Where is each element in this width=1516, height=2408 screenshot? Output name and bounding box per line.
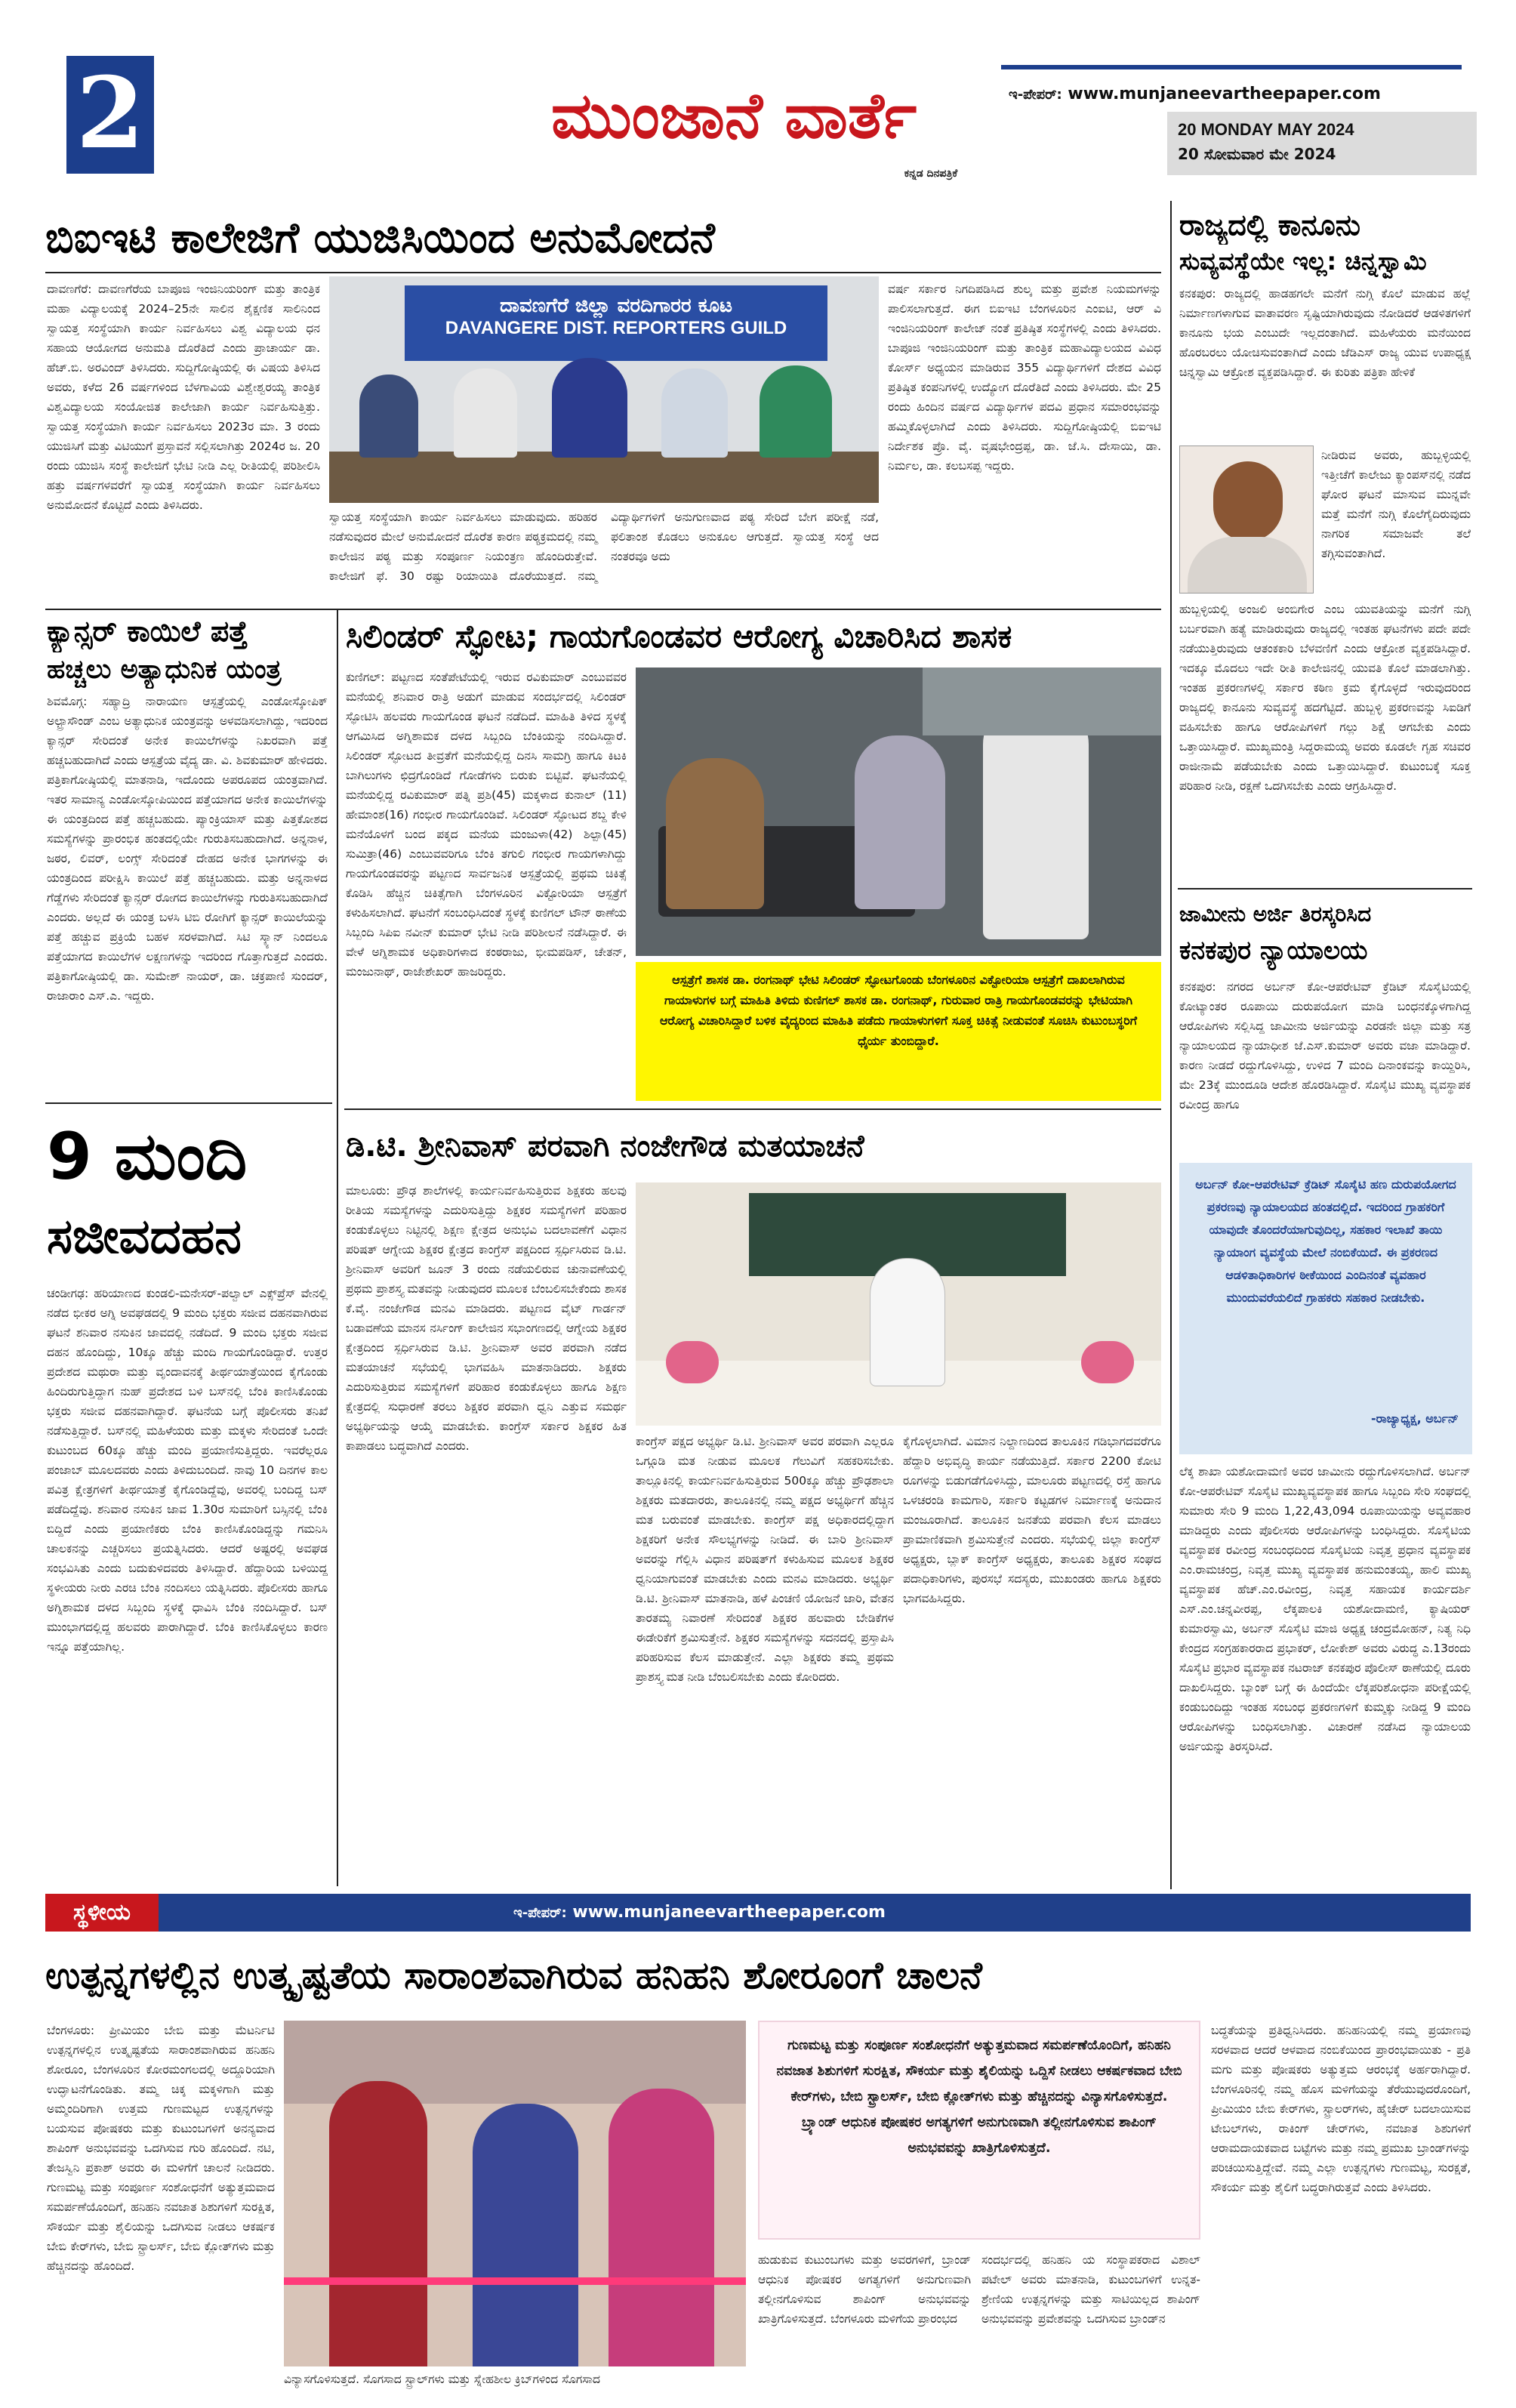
guest: [473, 2104, 578, 2366]
story8-col4: ಸಂದರ್ಭದಲ್ಲಿ ಹನಿಹನಿ ಯ ಸಂಸ್ಥಾಪಕರಾದ ವಿಶಾಲ್ ಪಟೇಲ್ ಅವರು ಮಾತನಾಡಿ, ಕುಟುಂಬಗಳಿಗೆ ಉನ್ನತ-ಶ್ರೇಣಿಯ ಉತ್ಪನ್ನಗಳನ್ನು ಮತ್ತು ಸಾಟಿಯಿಲ್ಲದ ಶಾಪಿಂಗ್ ಅನುಭವವನ್ನು ಪ್ರವೇಶವನ್ನು ಒದಗಿಸುವ ಬ್ರಾಂಡ್‌ನ: [981, 2253, 1200, 2326]
story5-quote: ಅರ್ಬನ್ ಕೋ-ಆಪರೇಟಿವ್ ಕ್ರೆಡಿಟ್ ಸೊಸೈಟಿ ಹಣ ದುರುಪಯೋಗದ ಪ್ರಕರಣವು ನ್ಯಾಯಾಲಯದ ಹಂತದಲ್ಲಿದೆ. ಇದರಿಂದ ಗ್ರಾಹಕರಿಗೆ ಯಾವುದೇ ತೊಂದರೆಯಾಗುವುದಿಲ್ಲ, ಸಹಕಾರ ಇಲಾಖೆ ತಾಯಿ ನ್ಯಾಯಾಂಗ ವ್ಯವಸ್ಥೆಯ ಮೇಲೆ ನಂಬಿಕೆಯಿದೆ. ಈ ಪ್ರಕರಣದ ಆಡಳಿತಾಧಿಕಾರಿಗಳ ಠೀಕೆಯಿಂದ ಎಂದಿನಂತೆ ವ್ಯವಹಾರ ಮುಂದುವರೆಯಲಿದೆ ಗ್ರಾಹಕರು ಸಹಕಾರ ನೀಡಬೇಕು.: [1195, 1177, 1456, 1305]
masthead: [0, 0, 1516, 204]
strip-epaper-label: ಇ-ಪೇಪರ್:: [513, 1905, 567, 1921]
person: [552, 358, 627, 458]
person: [454, 368, 517, 458]
story2-headline-1: ರಾಜ್ಯದಲ್ಲಿ ಕಾನೂನು: [1179, 208, 1360, 242]
flower-decoration: [1081, 1341, 1134, 1383]
story7-photo: [636, 1182, 1161, 1426]
story8-photo: [284, 2021, 746, 2366]
section-label: ಸ್ಥಳೀಯ: [72, 1899, 131, 1925]
masthead-date-box: [1167, 112, 1477, 175]
person: [760, 365, 832, 458]
banner-line2: DAVANGERE DIST. REPORTERS GUILD: [445, 318, 787, 338]
divider: [45, 272, 1161, 273]
divider: [1178, 888, 1472, 890]
date-english: 20 MONDAY MAY 2024: [1178, 120, 1354, 139]
story1-below-photo: ಸ್ವಾಯತ್ತ ಸಂಸ್ಥೆಯಾಗಿ ಕಾರ್ಯ ನಿರ್ವಹಿಸಲು ಮಾಡುವುದು. ಹರಿಹರ ನಡೆಸುವುದರ ಮೇಲೆ ಅನುಮೋದನೆ ದೊರೆತ ಕಾರಣ ಪಠ್ಯಕ್ರಮದಲ್ಲಿ ನಮ್ಮ ಕಾಲೇಜಿನ ಪಠ್ಯ ಮತ್ತು ಸಂಪೂರ್ಣ ನಿಯಂತ್ರಣ ಹೊಂದಿರುತ್ತೇವೆ. ಕಾಲೇಜಿಗೆ ಫೆ. 30 ರಷ್ಟು ರಿಯಾಯಿತಿ ದೊರೆಯುತ್ತದೆ. ನಮ್ಮ ವಿದ್ಯಾರ್ಥಿಗಳಿಗೆ ಅನುಗುಣವಾದ ಪಠ್ಯ ಸೇರಿದೆ ಬೇಗ ಪರೀಕ್ಷೆ ನಡೆ, ಫಲಿತಾಂಶ ಕೊಡಲು ಅನುಕೂಲ ಆಗುತ್ತದೆ. ಸ್ವಾಯತ್ತ ಸಂಸ್ಥೆ ಆದ ನಂತರವೂ ಅದು: [329, 510, 879, 583]
story5-quote-box: [1179, 1163, 1472, 1454]
person: [359, 375, 418, 458]
story3-headline-1: ಕ್ಯಾನ್ಸರ್ ಕಾಯಿಲೆ ಪತ್ತೆ: [47, 615, 248, 648]
story6-body: ಚಂಡೀಗಢ: ಹರಿಯಾಣದ ಕುಂಡಲಿ-ಮನೇಸರ್-ಪಲ್ವಾಲ್ ಎಕ್ಸ್‌ಪ್ರೆಸ್ ವೇನಲ್ಲಿ ನಡೆದ ಭೀಕರ ಅಗ್ನಿ ಅವಘಡದಲ್ಲಿ 9 ಮಂದಿ ಭಕ್ತರು ಸಜೀವ ದಹನವಾಗಿರುವ ಘಟನೆ ಶನಿವಾರ ನಸುಕಿನ ಜಾವದಲ್ಲಿ ನಡೆದಿದೆ. 9 ಮಂದಿ ಭಕ್ತರು ಸಜೀವ ದಹನ ಹೊಂದಿದ್ದು, 10ಕ್ಕೂ ಹೆಚ್ಚು ಮಂದಿ ಗಾಯಗೊಂಡಿದ್ದಾರೆ. ಉತ್ತರ ಪ್ರದೇಶದ ಮಥುರಾ ಮತ್ತು ವೃಂದಾವನಕ್ಕೆ ತೀರ್ಥಯಾತ್ರೆಯಿಂದ ಕೈಗೊಂಡು ಹಿಂದಿರುಗುತ್ತಿದ್ದಾಗ ನುಹ್ ಪ್ರದೇಶದ ಬಳಿ ಬಸ್‌ನಲ್ಲಿ ಬೆಂಕಿ ಕಾಣಿಸಿಕೊಂಡು ಭಕ್ತರು ಸಜೀವ ದಹನವಾಗಿದ್ದಾರೆ. ಘಟನೆಯ ಬಗ್ಗೆ ಪೊಲೀಸರು ತನಿಖೆ ನಡೆಸುತ್ತಿದ್ದಾರೆ. ಬಸ್‌ನಲ್ಲಿ ಮಹಿಳೆಯರು ಮತ್ತು ಮಕ್ಕಳು ಸೇರಿದಂತೆ ಒಂದೇ ಕುಟುಂಬದ 60ಕ್ಕೂ ಹೆಚ್ಚು ಮಂದಿ ಪ್ರಯಾಣಿಸುತ್ತಿದ್ದರು. ಇವರೆಲ್ಲರೂ ಪಂಜಾಬ್ ಮೂಲದವರು ಎಂದು ತಿಳಿದುಬಂದಿದೆ. ನಾವು 10 ದಿನಗಳ ಕಾಲ ಪವಿತ್ರ ಕ್ಷೇತ್ರಗಳಿಗೆ ತೀರ್ಥಯಾತ್ರೆ ಕೈಗೊಂಡಿದ್ದೆವು, ಅವರಲ್ಲಿ ಬಂದಿದ್ದ ಬಸ್ ಪಡೆದಿದ್ದೆವು. ಶನಿವಾರ ನಸುಕಿನ ಜಾವ 1.30ರ ಸುಮಾರಿಗೆ ಬಸ್ಸಿನಲ್ಲಿ ಬೆಂಕಿ ಬಿದ್ದಿದೆ ಎಂದು ಪ್ರಯಾಣಿಕರು ಬೆಂಕಿ ಕಾಣಿಸಿಕೊಂಡಿದ್ದನ್ನು ಗಮನಿಸಿ ಚಾಲಕನನ್ನು ಎಚ್ಚರಿಸಲು ಪ್ರಯತ್ನಿಸಿದರು. ಆದರೆ ಅಷ್ಟರಲ್ಲಿ ಅವಘಡ ಸಂಭವಿಸಿತು ಎಂದು ಬದುಕುಳಿದವರು ತಿಳಿಸಿದ್ದಾರೆ. ಹೆದ್ದಾರಿಯ ಬಳಿಯಿದ್ದ ಸ್ಥಳೀಯರು ನೀರು ಎರಚಿ ಬೆಂಕಿ ನಂದಿಸಲು ಯತ್ನಿಸಿದರು. ಪೊಲೀಸರು ಹಾಗೂ ಅಗ್ನಿಶಾಮಕ ದಳದ ಸಿಬ್ಬಂದಿ ಸ್ಥಳಕ್ಕೆ ಧಾವಿಸಿ ಬೆಂಕಿ ನಂದಿಸಿದ್ದಾರೆ. ಬಸ್ ಮುಂಭಾಗದಲ್ಲಿದ್ದ ಹಲವರು ಪಾರಾಗಿದ್ದಾರೆ. ಬೆಂಕಿ ಕಾಣಿಸಿಕೊಳ್ಳಲು ಕಾರಣ ಇನ್ನೂ ಪತ್ತೆಯಾಗಿಲ್ಲ.: [47, 1287, 328, 1654]
story6-headline-1: 9 ಮಂದಿ: [47, 1119, 248, 1195]
story4-caption: ಆಸ್ಪತ್ರೆಗೆ ಶಾಸಕ ಡಾ. ರಂಗನಾಥ್ ಭೇಟಿ ಸಿಲಿಂಡರ್ ಸ್ಫೋಟಗೊಂಡು ಬೆಂಗಳೂರಿನ ವಿಕ್ಟೋರಿಯಾ ಆಸ್ಪತ್ರೆಗೆ ದಾಖಲಾಗಿರುವ ಗಾಯಾಳುಗಳ ಬಗ್ಗೆ ಮಾಹಿತಿ ತಿಳಿದು ಕುಣಿಗಲ್ ಶಾಸಕ ಡಾ. ರಂಗನಾಥ್, ಗುರುವಾರ ರಾತ್ರಿ ಗಾಯಗೊಂಡವರನ್ನು ಭೇಟಿಯಾಗಿ ಆರೋಗ್ಯ ವಿಚಾರಿಸಿದ್ದಾರೆ ಬಳಿಕ ವೈದ್ಯರಿಂದ ಮಾಹಿತಿ ಪಡೆದು ಗಾಯಾಳುಗಳಿಗೆ ಸೂಕ್ತ ಚಿಕಿತ್ಸೆ ನೀಡುವಂತೆ ಸೂಚಿಸಿ ಕುಟುಂಬಸ್ಥರಿಗೆ ಧೈರ್ಯ ತುಂಬಿದ್ದಾರೆ.: [659, 973, 1138, 1048]
strip-epaper-link[interactable]: [513, 1894, 1117, 1932]
strip-epaper-url[interactable]: www.munjaneevartheepaper.com: [572, 1903, 886, 1922]
portrait-head: [1213, 461, 1283, 541]
masthead-top-rule: [1001, 65, 1462, 69]
story1-photo: [329, 276, 879, 503]
story8-highlight: ಗುಣಮಟ್ಟ ಮತ್ತು ಸಂಪೂರ್ಣ ಸಂಶೋಧನೆಗೆ ಅತ್ಯುತ್ತಮವಾದ ಸಮರ್ಪಣೆಯೊಂದಿಗೆ, ಹನಿಹನಿ ನವಜಾತ ಶಿಶುಗಳಿಗೆ ಸುರಕ್ಷಿತ, ಸೌಕರ್ಯ ಮತ್ತು ಶೈಲಿಯನ್ನು ಒದ್ದಿಸೆ ನೀಡಲು ಆಕರ್ಷಕವಾದ ಬೇಬಿ ಕೇರ್‌ಗಳು, ಬೇಬಿ ಸ್ಟ್ರಾಲರ್ಸ್, ಬೇಬಿ ಕ್ಲೋತ್‌ಗಳು ಮತ್ತು ಹೆಚ್ಚಿನದನ್ನು ವಿನ್ಯಾಸಗೊಳಿಸುತ್ತದೆ. ಬ್ರ್ಯಾಂಡ್ ಆಧುನಿಕ ಪೋಷಕರ ಅಗತ್ಯಗಳಿಗೆ ಅನುಗುಣವಾಗಿ ತಲ್ಲೀನಗೊಳಿಸುವ ಶಾಪಿಂಗ್ ಅನುಭವವನ್ನು ಖಾತ್ರಿಗೊಳಿಸುತ್ತದೆ.: [776, 2038, 1182, 2156]
patient: [666, 758, 764, 909]
guest: [609, 2089, 714, 2366]
story4-body: ಕುಣಿಗಲ್: ಪಟ್ಟಣದ ಸಂತೆಪೇಟೆಯಲ್ಲಿ ಇರುವ ರವಿಕುಮಾರ್ ಎಂಬುವವರ ಮನೆಯಲ್ಲಿ ಶನಿವಾರ ರಾತ್ರಿ ಅಡುಗೆ ಮಾಡುವ ಸಂದರ್ಭದಲ್ಲಿ ಸಿಲಿಂಡರ್ ಸ್ಫೋಟಿಸಿ ಹಲವರು ಗಾಯಗೊಂಡ ಘಟನೆ ನಡೆದಿದೆ. ಮಾಹಿತಿ ತಿಳಿದ ಸ್ಥಳಕ್ಕೆ ಆಗಮಿಸಿದ ಅಗ್ನಿಶಾಮಕ ದಳದ ಸಿಬ್ಬಂದಿ ಬೆಂಕಿಯನ್ನು ನಂದಿಸಿದ್ದಾರೆ. ಸಿಲಿಂಡರ್ ಸ್ಫೋಟದ ತೀವ್ರತೆಗೆ ಮನೆಯಲ್ಲಿದ್ದ ದಿನಸಿ ಸಾಮಗ್ರಿ ಹಾಗೂ ಕಿಟಕಿ ಬಾಗಿಲುಗಳು ಛಿದ್ರಗೊಂಡಿದೆ ಗೋಡೆಗಳು ಬಿರುಕು ಬಿಟ್ಟಿವೆ. ಘಟನೆಯಲ್ಲಿ ಮನೆಯಲ್ಲಿದ್ದ ರವಿಕುಮಾರ್ ಪತ್ನಿ ಪ್ರಶಿ(45) ಮಕ್ಕಳಾದ ಕುನಾಲ್ (11) ಹೇಮಾಂಶ(16) ಗಂಭೀರ ಗಾಯಗೊಂಡಿವೆ. ಸಿಲಿಂಡರ್ ಸ್ಫೋಟದ ಶಬ್ದ ಕೇಳಿ ಮನೆಯೊಳಗೆ ಬಂದ ಪಕ್ಕದ ಮನೆಯ ಮಂಜುಳಾ(42) ಶಿಲ್ಪಾ(45) ಸುಮಿತ್ರಾ(46) ಎಂಬುವವರಿಗೂ ಬೆಂಕಿ ತಗುಲಿ ಗಂಭೀರ ಗಾಯಗಳಾಗಿದ್ದು ಗಾಯಗೊಂಡವರನ್ನು ಪಟ್ಟಣದ ಸಾರ್ವಜನಿಕ ಆಸ್ಪತ್ರೆಯಲ್ಲಿ ಪ್ರಥಮ ಚಿಕಿತ್ಸೆ ಕೊಡಿಸಿ ಹೆಚ್ಚಿನ ಚಿಕಿತ್ಸೆಗಾಗಿ ಬೆಂಗಳೂರಿನ ವಿಕ್ಟೋರಿಯಾ ಆಸ್ಪತ್ರೆಗೆ ಕಳುಹಿಸಲಾಗಿದೆ. ಘಟನೆಗೆ ಸಂಬಂಧಿಸಿದಂತೆ ಸ್ಥಳಕ್ಕೆ ಕುಣಿಗಲ್ ಟೌನ್ ಠಾಣೆಯ ಸಿಬ್ಬಂದಿ ಸಿಪಿಐ ನವೀನ್ ಕುಮಾರ್ ಭೇಟಿ ನೀಡಿ ಪರಿಶೀಲನೆ ನಡೆಸಿದ್ದಾರೆ. ಈ ವೇಳೆ ಅಗ್ನಿಶಾಮಕ ಅಧಿಕಾರಿಗಳಾದ ಕಂಠರಾಜು, ಭೀಮಪಡಿಸ್, ಚೇತನ್, ಮಂಜುನಾಥ್, ರಾಜೇಶೇಖರ್ ಹಾಜರಿದ್ದರು.: [346, 671, 627, 979]
story2-beside-photo: ನೀಡಿರುವ ಅವರು, ಹುಬ್ಬಳ್ಳಿಯಲ್ಲಿ ಇತ್ತೀಚೆಗೆ ಕಾಲೇಜು ಕ್ಯಾಂಪಸ್‌ನಲ್ಲಿ ನಡೆದ ಘೋರ ಘಟನೆ ಮಾಸುವ ಮುನ್ನವೇ ಮತ್ತೆ ಮನೆಗೆ ನುಗ್ಗಿ ಕೊಲೆಗೈದಿರುವುದು ನಾಗರಿಕ ಸಮಾಜವೇ ತಲೆ ತಗ್ಗಿಸುವಂತಾಗಿದೆ.: [1321, 449, 1471, 560]
story4-caption-box: [636, 962, 1161, 1101]
date-kannada: 20 ಸೋಮವಾರ ಮೇ 2024: [1178, 145, 1336, 163]
banner: [405, 285, 827, 361]
brand-logo: [551, 74, 1019, 165]
story2-headline-2: ಸುವ್ಯವಸ್ಥೆಯೇ ಇಲ್ಲ: ಚಿನ್ನಸ್ವಾಮಿ: [1179, 247, 1427, 276]
brand-tagline: ಕನ್ನಡ ದಿನಪತ್ರಿಕೆ: [904, 168, 958, 180]
story8-photo-caption: ವಿನ್ಯಾಸಗೊಳಿಸುತ್ತದೆ. ಸೊಗಸಾದ ಸ್ಟ್ರಾಲ್‌ಗಳು ಮತ್ತು ಸ್ನೇಹಶೀಲ ಕ್ರಿಬ್‌ಗಳಿಂದ ಸೊಗಸಾದ: [284, 2373, 600, 2386]
story6-headline-2: ಸಜೀವದಹನ: [47, 1209, 242, 1265]
story8-col1: ಬೆಂಗಳೂರು: ಪ್ರೀಮಿಯಂ ಬೇಬಿ ಮತ್ತು ಮೆಟರ್ನಿಟಿ ಉತ್ಪನ್ನಗಳಲ್ಲಿನ ಉತ್ಕೃಷ್ಟತೆಯ ಸಾರಾಂಶವಾಗಿರುವ ಹನಿಹನಿ ಶೋರೂಂ, ಬೆಂಗಳೂರಿನ ಕೋರಮಂಗಲದಲ್ಲಿ ಅದ್ದೂರಿಯಾಗಿ ಉದ್ಘಾಟನೆಗೊಂಡಿತು. ತಮ್ಮ ಚಿಕ್ಕ ಮಕ್ಕಳಿಗಾಗಿ ಮತ್ತು ಅಮ್ಮಂದಿರಿಗಾಗಿ ಉತ್ತಮ ಗುಣಮಟ್ಟದ ಉತ್ಪನ್ನಗಳನ್ನು ಬಯಸುವ ಪೋಷಕರು ಮತ್ತು ಕುಟುಂಬಗಳಿಗೆ ಅನನ್ಯವಾದ ಶಾಪಿಂಗ್ ಅನುಭವವನ್ನು ಒದಗಿಸುವ ಗುರಿ ಹೊಂದಿದೆ. ನಟಿ, ತೇಜಸ್ವಿನಿ ಪ್ರಕಾಶ್ ಅವರು ಈ ಮಳಿಗೆಗೆ ಚಾಲನೆ ನೀಡಿದರು. ಗುಣಮಟ್ಟ ಮತ್ತು ಸಂಪೂರ್ಣ ಸಂಶೋಧನೆಗೆ ಅತ್ಯುತ್ತಮವಾದ ಸಮರ್ಪಣೆಯೊಂದಿಗೆ, ಹನಿಹನಿ ನವಜಾತ ಶಿಶುಗಳಿಗೆ ಸುರಕ್ಷಿತ, ಸೌಕರ್ಯ ಮತ್ತು ಶೈಲಿಯನ್ನು ಒದಗಿಸುವ ನೀಡಲು ಆಕರ್ಷಕ ಬೇಬಿ ಕೇರ್‌ಗಳು, ಬೇಬಿ ಸ್ಟ್ರಾಲರ್ಸ್, ಬೇಬಿ ಕ್ಲೋತ್‌ಗಳು ಮತ್ತು ಹೆಚ್ಚಿನದನ್ನು ಹೊಂದಿದೆ.: [47, 2024, 275, 2273]
story5-continued: ಲೆಕ್ಕ ಶಾಖಾ ಯಶೋದಾಮಣಿ ಅವರ ಜಾಮೀನು ರದ್ದುಗೊಳಿಸಲಾಗಿದೆ. ಅರ್ಬನ್ ಕೋ-ಆಪರೇಟಿವ್ ಸೊಸೈಟಿ ಮುಖ್ಯವ್ಯವಸ್ಥಾಪಕ ಹಾಗೂ ಸಿಬ್ಬಂದಿ ಸೇರಿ ಸಂಘದಲ್ಲಿ ಸುಮಾರು ಸೇರಿ 9 ಮಂದಿ 1,22,43,094 ರೂಪಾಯಿಯನ್ನು ಅವ್ಯವಹಾರ ಮಾಡಿದ್ದರು ಎಂದು ಪೊಲೀಸರು ಆರೋಪಿಗಳನ್ನು ಬಂಧಿಸಿದ್ದರು. ಸೊಸೈಟಿಯ ವ್ಯವಸ್ಥಾಪಕ ರವೀಂದ್ರ ಸಂಬಂಧದಿಂದ ಸೊಸೈಟಿಯ ನಿವೃತ್ತ ಪ್ರಧಾನ ವ್ಯವಸ್ಥಾಪಕ ಎಂ.ರಾಮಚಂದ್ರ, ನಿವೃತ್ತ ಮುಖ್ಯ ವ್ಯವಸ್ಥಾಪಕ ಹನುಮಂತಯ್ಯ, ಹಾಲಿ ಮುಖ್ಯ ವ್ಯವಸ್ಥಾಪಕ ಹೆಚ್.ಎಂ.ರವೀಂದ್ರ, ನಿವೃತ್ತ ಸಹಾಯಕ ಕಾರ್ಯದರ್ಶಿ ಎಸ್.ಎಂ.ಚನ್ನವೀರಪ್ಪ, ಲೆಕ್ಕಪಾಲಕಿ ಯಶೋದಾಮಣಿ, ಕ್ಯಾಷಿಯರ್ ಕುಮಾರಸ್ವಾಮಿ, ಅರ್ಬನ್ ಸೊಸೈಟಿ ಮಾಜಿ ಅಧ್ಯಕ್ಷ ಚಂದ್ರಮೋಹನ್, ನಿತ್ಯ ನಿಧಿ ಕೇಂದ್ರದ ಸಂಗ್ರಹಕಾರರಾದ ಪ್ರಭಾಕರ್, ಲೋಕೇಶ್ ಅವರು ವಿರುದ್ಧ ಎ.13ರಂದು ಸೊಸೈಟಿ ಪ್ರಭಾರ ವ್ಯವಸ್ಥಾಪಕ ನಟರಾಜ್ ಕನಕಪುರ ಪೊಲೀಸ್ ಠಾಣೆಯಲ್ಲಿ ದೂರು ದಾಖಲಿಸಿದ್ದರು. ಬ್ಯಾಂಕ್ ಬಗ್ಗೆ ಈ ಹಿಂದೆಯೇ ಲೆಕ್ಕಪರಿಶೋಧನಾ ಪರೀಕ್ಷೆಯಲ್ಲಿ ಕಂಡುಬಂದಿದ್ದು ಇಂತಹ ಸಂಬಂಧ ಪ್ರಕರಣಗಳಿಗೆ ಕುಮ್ಮಕ್ಕು ನೀಡಿದ್ದ 9 ಮಂದಿ ಆರೋಪಿಗಳನ್ನು ಬಂಧಿಸಲಾಗಿತ್ತು. ವಿಚಾರಣೆ ನಡೆಸಿದ ನ್ಯಾಯಾಲಯ ಅರ್ಜಿಯನ್ನು ತಿರಸ್ಕರಿಸಿದೆ.: [1179, 1465, 1471, 1753]
story3-headline-2: ಹಚ್ಚಲು ಅತ್ಯಾಧುನಿಕ ಯಂತ್ರ: [47, 655, 282, 685]
divider: [1170, 201, 1172, 1889]
divider: [337, 610, 338, 1886]
person: [661, 368, 728, 458]
epaper-link[interactable]: [1009, 85, 1477, 107]
story5-headline-1: ಜಾಮೀನು ಅರ್ಜಿ ತಿರಸ್ಕರಿಸಿದ: [1179, 902, 1372, 927]
flower-decoration: [666, 1341, 719, 1383]
story2-portrait: [1179, 446, 1314, 594]
story7-headline: ಡಿ.ಟಿ. ಶ್ರೀನಿವಾಸ್ ಪರವಾಗಿ ನಂಜೇಗೌಡ ಮತಯಾಚನೆ: [346, 1129, 864, 1164]
divider: [344, 1108, 1161, 1110]
story4-headline: ಸಿಲಿಂಡರ್ ಸ್ಫೋಟ; ಗಾಯಗೊಂಡವರ ಆರೋಗ್ಯ ವಿಚಾರಿಸಿದ ಶಾಸಕ: [346, 618, 1012, 655]
local-section-strip: [45, 1894, 1471, 1932]
story1-headline: ಬಿಐಇಟಿ ಕಾಲೇಜಿಗೆ ಯುಜಿಸಿಯಿಂದ ಅನುಮೋದನೆ: [45, 214, 715, 263]
story7-col2: ಕಾಂಗ್ರೆಸ್ ಪಕ್ಷದ ಅಭ್ಯರ್ಥಿ ಡಿ.ಟಿ. ಶ್ರೀನಿವಾಸ್ ಅವರ ಪರವಾಗಿ ಎಲ್ಲರೂ ಒಗ್ಗೂಡಿ ಮತ ನೀಡುವ ಮೂಲಕ ಗೆಲುವಿಗೆ ಸಹಕರಿಸಬೇಕು. ತಾಲ್ಲೂಕಿನಲ್ಲಿ ಕಾರ್ಯನಿರ್ವಹಿಸುತ್ತಿರುವ 500ಕ್ಕೂ ಹೆಚ್ಚು ಪ್ರೌಢಶಾಲಾ ಶಿಕ್ಷಕರು ಮತದಾರರು, ತಾಲೂಕಿನಲ್ಲಿ ನಮ್ಮ ಪಕ್ಷದ ಅಭ್ಯರ್ಥಿಗೆ ಹೆಚ್ಚಿನ ಮತ ಬರುವಂತೆ ಮಾಡಬೇಕು. ಕಾಂಗ್ರೆಸ್ ಪಕ್ಷ ಅಧಿಕಾರದಲ್ಲಿದ್ದಾಗ ಶಿಕ್ಷಕರಿಗೆ ಅನೇಕ ಸೌಲಭ್ಯಗಳನ್ನು ನೀಡಿದೆ. ಈ ಬಾರಿ ಶ್ರೀನಿವಾಸ್ ಅವರನ್ನು ಗೆಲ್ಲಿಸಿ ವಿಧಾನ ಪರಿಷತ್‌ಗೆ ಕಳುಹಿಸುವ ಮೂಲಕ ಶಿಕ್ಷಕರ ಧ್ವನಿಯಾಗುವಂತೆ ಮಾಡಬೇಕು ಎಂದು ಮನವಿ ಮಾಡಿದರು. ಅಭ್ಯರ್ಥಿ ಡಿ.ಟಿ. ಶ್ರೀನಿವಾಸ್ ಮಾತನಾಡಿ, ಹಳೆ ಪಿಂಚಣಿ ಯೋಜನೆ ಜಾರಿ, ವೇತನ ತಾರತಮ್ಯ ನಿವಾರಣೆ ಸೇರಿದಂತೆ ಶಿಕ್ಷಕರ ಹಲವಾರು ಬೇಡಿಕೆಗಳ ಈಡೇರಿಕೆಗೆ ಶ್ರಮಿಸುತ್ತೇನೆ. ಶಿಕ್ಷಕರ ಸಮಸ್ಯೆಗಳನ್ನು ಸದನದಲ್ಲಿ ಪ್ರಸ್ತಾಪಿಸಿ ಪರಿಹರಿಸುವ ಕೆಲಸ ಮಾಡುತ್ತೇನೆ. ಎಲ್ಲಾ ಶಿಕ್ಷಕರು ತಮ್ಮ ಪ್ರಥಮ ಪ್ರಾಶಸ್ತ್ಯ ಮತ ನೀಡಿ ಬೆಂಬಲಿಸಬೇಕು ಎಂದು ಕೋರಿದರು.: [636, 1435, 894, 1684]
story1-col-right: ವರ್ಷ ಸರ್ಕಾರ ನಿಗದಿಪಡಿಸಿದ ಶುಲ್ಕ ಮತ್ತು ಪ್ರವೇಶ ನಿಯಮಗಳನ್ನು ಪಾಲಿಸಲಾಗುತ್ತದೆ. ಈಗ ಬಿಐಇಟಿ ಬೆಂಗಳೂರಿನ ಎಂಐಟಿ, ಆರ್ ವಿ ಇಂಜಿನಿಯರಿಂಗ್ ಕಾಲೇಜ್ ನಂತೆ ಪ್ರತಿಷ್ಠಿತ ಸಂಸ್ಥೆಗಳಲ್ಲಿ ಎಂದು ತಿಳಿಸಿದರು. ಬಾಪೂಜಿ ಇಂಜಿನಿಯರಿಂಗ್ ಮತ್ತು ತಾಂತ್ರಿಕ ಮಹಾವಿದ್ಯಾಲಯದ ವಿವಿಧ ಕೋರ್ಸ್ ಅಧ್ಯಯನ ಮಾಡಿರುವ 355 ವಿದ್ಯಾರ್ಥಿಗಳಿಗೆ ದೇಶದ ವಿವಿಧ ಪ್ರತಿಷ್ಠಿತ ಕಂಪನಿಗಳಲ್ಲಿ ಉದ್ಯೋಗ ದೊರೆತಿದೆ ಎಂದು ತಿಳಿಸಿದರು. ಮೇ 25 ರಂದು ಹಿಂದಿನ ವರ್ಷದ ವಿದ್ಯಾರ್ಥಿಗಳ ಪದವಿ ಪ್ರಧಾನ ಸಮಾರಂಭವನ್ನು ಹಮ್ಮಿಕೊಳ್ಳಲಾಗಿದೆ ಎಂದು ತಿಳಿಸಿದರು. ಸುದ್ದಿಗೋಷ್ಠಿಯಲ್ಲಿ ಬಿಐಇಟಿ ನಿರ್ದೇಶಕ ಪ್ರೊ. ವೈ. ವೃಷಭೇಂದ್ರಪ್ಪ, ಡಾ. ಜೆ.ಸಿ. ದೇಸಾಯಿ, ಡಾ. ನಿರ್ಮಲ, ಡಾ. ಕಲಬಸಪ್ಪ ಇದ್ದರು.: [888, 282, 1161, 473]
epaper-url[interactable]: www.munjaneevartheepaper.com: [1068, 85, 1381, 103]
press-table: [329, 452, 879, 503]
page-number-badge: [66, 56, 154, 174]
story2-rest: ಹುಬ್ಬಳ್ಳಿಯಲ್ಲಿ ಅಂಜಲಿ ಅಂಬಿಗೇರ ಎಂಬ ಯುವತಿಯನ್ನು ಮನೆಗೆ ನುಗ್ಗಿ ಬರ್ಬರವಾಗಿ ಹತ್ಯೆ ಮಾಡಿರುವುದು ರಾಜ್ಯದಲ್ಲಿ ಇಂತಹ ಘಟನೆಗಳು ಪದೇ ಪದೇ ನಡೆಯುತ್ತಿರುವುದು ಆತಂಕಕಾರಿ ಬೆಳವಣಿಗೆ ಎಂದು ಆಕ್ರೋಶ ವ್ಯಕ್ತಪಡಿಸಿದ್ದಾರೆ. ಇದಕ್ಕೂ ಮೊದಲು ಇದೇ ರೀತಿ ಕಾಲೇಜಿನಲ್ಲಿ ಯುವತಿ ಕೊಲೆ ಮಾಡಲಾಗಿತ್ತು. ಇಂತಹ ಪ್ರಕರಣಗಳಲ್ಲಿ ಸರ್ಕಾರ ಕಠಿಣ ಕ್ರಮ ಕೈಗೊಳ್ಳದೆ ಇರುವುದರಿಂದ ರಾಜ್ಯದಲ್ಲಿ ಕಾನೂನು ಸುವ್ಯವಸ್ಥೆ ಹದಗೆಟ್ಟಿದೆ. ಹುಬ್ಬಳ್ಳಿ ಪ್ರಕರಣವನ್ನು ಸಿಐಡಿಗೆ ವಹಿಸಬೇಕು ಹಾಗೂ ಆರೋಪಿಗಳಿಗೆ ಗಲ್ಲು ಶಿಕ್ಷೆ ಆಗಬೇಕು ಎಂದು ಒತ್ತಾಯಿಸಿದ್ದಾರೆ. ಮುಖ್ಯಮಂತ್ರಿ ಸಿದ್ದರಾಮಯ್ಯ ಅವರು ಕೂಡಲೇ ಗೃಹ ಸಚಿವರ ರಾಜೀನಾಮೆ ಪಡೆಯಬೇಕು ಎಂದು ಒತ್ತಾಯಿಸಿದ್ದಾರೆ. ಕುಟುಂಬಕ್ಕೆ ಸೂಕ್ತ ಪರಿಹಾರ ನೀಡಿ, ರಕ್ಷಣೆ ಒದಗಿಸಬೇಕು ಎಂದು ಆಗ್ರಹಿಸಿದ್ದಾರೆ.: [1179, 603, 1471, 793]
divider: [45, 1102, 332, 1104]
section-flag: [45, 1894, 159, 1932]
epaper-label: ಇ-ಪೇಪರ್:: [1009, 87, 1062, 103]
story7-col3: ಕೈಗೊಳ್ಳಲಾಗಿದೆ. ವಿಮಾನ ನಿಲ್ದಾಣದಿಂದ ತಾಲೂಕಿನ ಗಡಿಭಾಗದವರೆಗೂ ಹೆದ್ದಾರಿ ಅಭಿವೃದ್ಧಿ ಕಾರ್ಯ ನಡೆಯುತ್ತಿದೆ. ಸರ್ಕಾರ 2200 ಕೋಟಿ ರೂಗಳನ್ನು ಬಿಡುಗಡೆಗೊಳಿಸಿದ್ದು, ಮಾಲೂರು ಪಟ್ಟಣದಲ್ಲಿ ರಸ್ತೆ ಹಾಗೂ ಒಳಚರಂಡಿ ಕಾಮಗಾರಿ, ಸರ್ಕಾರಿ ಕಟ್ಟಡಗಳ ನಿರ್ಮಾಣಕ್ಕೆ ಅನುದಾನ ಮಂಜೂರಾಗಿದೆ. ತಾಲೂಕಿನ ಜನತೆಯ ಪರವಾಗಿ ಕೆಲಸ ಮಾಡಲು ಪ್ರಾಮಾಣಿಕವಾಗಿ ಶ್ರಮಿಸುತ್ತೇನೆ ಎಂದರು. ಸಭೆಯಲ್ಲಿ ಜಿಲ್ಲಾ ಕಾಂಗ್ರೆಸ್ ಅಧ್ಯಕ್ಷರು, ಬ್ಲಾಕ್ ಕಾಂಗ್ರೆಸ್ ಅಧ್ಯಕ್ಷರು, ತಾಲೂಕು ಶಿಕ್ಷಕರ ಸಂಘದ ಪದಾಧಿಕಾರಿಗಳು, ಪುರಸಭೆ ಸದಸ್ಯರು, ಮುಖಂಡರು ಹಾಗೂ ಶಿಕ್ಷಕರು ಭಾಗವಹಿಸಿದ್ದರು.: [903, 1435, 1161, 1605]
story5-quote-author: -ರಾಜ್ಯಾಧ್ಯಕ್ಷ, ಅರ್ಬನ್: [1371, 1411, 1459, 1426]
story5-headline-2: ಕನಕಪುರ ನ್ಯಾಯಾಲಯ: [1179, 936, 1368, 966]
guest: [329, 2081, 427, 2366]
story8-headline: ಉತ್ಪನ್ನಗಳಲ್ಲಿನ ಉತ್ಕೃಷ್ಟತೆಯ ಸಾರಾಂಶವಾಗಿರುವ ಹನಿಹನಿ ಶೋರೂಂಗೆ ಚಾಲನೆ: [45, 1953, 982, 1997]
story8-col5: ಬದ್ಧತೆಯನ್ನು ಪ್ರತಿಧ್ವನಿಸಿದರು. ಹನಿಹನಿಯಲ್ಲಿ ನಮ್ಮ ಪ್ರಯಾಣವು ಸರಳವಾದ ಆದರೆ ಆಳವಾದ ನಂಬಿಕೆಯಿಂದ ಪ್ರಾರಂಭವಾಯಿತು - ಪ್ರತಿ ಮಗು ಮತ್ತು ಪೋಷಕರು ಅತ್ಯುತ್ತಮ ಆರಂಭಕ್ಕೆ ಅರ್ಹರಾಗಿದ್ದಾರೆ. ಬೆಂಗಳೂರಿನಲ್ಲಿ ನಮ್ಮ ಹೊಸ ಮಳಿಗೆಯನ್ನು ತೆರೆಯುವುದರೊಂದಿಗೆ, ಪ್ರೀಮಿಯಂ ಬೇಬಿ ಕೇರ್‌ಗಳು, ಸ್ಟ್ರಾಲರ್‌ಗಳು, ಹೈಚೇರ್ ಬದಲಾಯಿಸುವ ಟೇಬಲ್‌ಗಳು, ರಾಕಿಂಗ್ ಚೇರ್‌ಗಳು, ನವಜಾತ ಶಿಶುಗಳಿಗೆ ಆರಾಮದಾಯಕವಾದ ಬಟ್ಟೆಗಳು ಮತ್ತು ನಮ್ಮ ಪ್ರಮುಖ ಬ್ರಾಂಡ್‌ಗಳನ್ನು ಪರಿಚಯಿಸುತ್ತಿದ್ದೇವೆ. ನಮ್ಮ ಎಲ್ಲಾ ಉತ್ಪನ್ನಗಳು ಗುಣಮಟ್ಟ, ಸುರಕ್ಷತೆ, ಸೌಕರ್ಯ ಮತ್ತು ಶೈಲಿಗೆ ಬದ್ಧರಾಗಿರುತ್ತವೆ ಎಂದು ತಿಳಿಸಿದರು.: [1211, 2024, 1471, 2194]
page-number: 2: [75, 55, 145, 171]
story4-photo: [636, 668, 1161, 956]
story3-body: ಶಿವಮೊಗ್ಗ: ಸಹ್ಯಾದ್ರಿ ನಾರಾಯಣ ಆಸ್ಪತ್ರೆಯಲ್ಲಿ ಎಂಡೋಸ್ಕೋಪಿಕ್ ಅಲ್ಟ್ರಾಸೌಂಡ್ ಎಂಬ ಅತ್ಯಾಧುನಿಕ ಯಂತ್ರವನ್ನು ಅಳವಡಿಸಲಾಗಿದ್ದು, ಇದರಿಂದ ಕ್ಯಾನ್ಸರ್ ಸೇರಿದಂತೆ ಅನೇಕ ಕಾಯಿಲೆಗಳನ್ನು ನಿಖರವಾಗಿ ಪತ್ತೆ ಹಚ್ಚಬಹುದಾಗಿದೆ ಎಂದು ಆಸ್ಪತ್ರೆಯ ವೈದ್ಯ ಡಾ. ವಿ. ಶಿವಕುಮಾರ್ ಹೇಳಿದರು. ಪತ್ರಿಕಾಗೋಷ್ಠಿಯಲ್ಲಿ ಮಾತನಾಡಿ, ಇದೊಂದು ಅಪರೂಪದ ಯಂತ್ರವಾಗಿದೆ. ಇತರ ಸಾಮಾನ್ಯ ಎಂಡೋಸ್ಕೋಪಿಯಿಂದ ಪತ್ತೆಯಾಗದ ಅನೇಕ ಕಾಯಿಲೆಗಳನ್ನು ಈ ಯಂತ್ರದಿಂದ ಪತ್ತೆ ಹಚ್ಚಬಹುದು. ಪ್ಯಾಂಕ್ರಿಯಾಸ್ ಮತ್ತು ಪಿತ್ತಕೋಶದ ಸಮಸ್ಯೆಗಳನ್ನು ಪ್ರಾರಂಭಿಕ ಹಂತದಲ್ಲಿಯೇ ಗುರುತಿಸಬಹುದಾಗಿದೆ. ಅನ್ನನಾಳ, ಜಠರ, ಲಿವರ್, ಲಂಗ್ಸ್ ಸೇರಿದಂತೆ ದೇಹದ ಅನೇಕ ಭಾಗಗಳನ್ನು ಈ ಯಂತ್ರದಿಂದ ಪರೀಕ್ಷಿಸಿ ಕಾಯಿಲೆ ಪತ್ತೆ ಹಚ್ಚಬಹುದು. ಮತ್ತು ಅನ್ನನಾಳದ ಗೆಡ್ಡೆಗಳು ಸೇರಿದಂತೆ ಕ್ಯಾನ್ಸರ್ ರೋಗದ ಕಾಯಿಲೆಗಳನ್ನು ಗುರುತಿಸಬಹುದಾಗಿದೆ ಎಂದರು. ಅಲ್ಲದೆ ಈ ಯಂತ್ರ ಬಳಸಿ ಟಿಬಿ ರೋಗಿಗೆ ಕ್ಯಾನ್ಸರ್ ಕಾಯಿಲೆಯನ್ನು ಪತ್ತೆ ಹಚ್ಚುವ ಪ್ರಕ್ರಿಯೆ ಬಹಳ ಸರಳವಾಗಿದೆ. ಸಿಟಿ ಸ್ಕ್ಯಾನ್ ನಿಂದಲೂ ಪತ್ತೆಯಾಗದ ಕಾಯಿಲೆಗಳ ಲಕ್ಷಣಗಳನ್ನು ಇದರಿಂದ ಗೊತ್ತಾಗುತ್ತದೆ ಎಂದರು. ಪತ್ರಿಕಾಗೋಷ್ಠಿಯಲ್ಲಿ ಡಾ. ಸುಮೇಶ್ ನಾಯರ್, ಡಾ. ಚಕ್ರಪಾಣಿ ಸುಂದರ್, ರಾಜಾರಾಂ ಎಸ್.ಎ. ಇದ್ದರು.: [47, 695, 328, 1003]
portrait-body: [1188, 537, 1307, 594]
speaker: [870, 1258, 945, 1386]
story2-intro: ಕನಕಪುರ: ರಾಜ್ಯದಲ್ಲಿ ಹಾಡಹಗಲೇ ಮನೆಗೆ ನುಗ್ಗಿ ಕೊಲೆ ಮಾಡುವ ಹಲ್ಲೆ ನಿರ್ಮಾಣಗಳಾಗುವ ವಾತಾವರಣ ಸೃಷ್ಟಿಯಾಗಿರುವುದು ನೋಡಿದರೆ ಆಡಳಿತಗಳಿಗೆ ಕಾನೂನು ಭಯ ಎಂಬುದೇ ಇಲ್ಲದಂತಾಗಿದೆ. ಮಹಿಳೆಯರು ಮನೆಯಿಂದ ಹೊರಬರಲು ಯೋಚಿಸುವಂತಾಗಿದೆ ಎಂದು ಜೆಡಿಎಸ್ ರಾಜ್ಯ ಯುವ ಉಪಾಧ್ಯಕ್ಷ ಚಿನ್ನಸ್ವಾಮಿ ಆಕ್ರೋಶ ವ್ಯಕ್ತಪಡಿಸಿದ್ದಾರೆ. ಈ ಕುರಿತು ಪತ್ರಿಕಾ ಹೇಳಿಕೆ: [1179, 287, 1471, 379]
patient: [855, 735, 945, 909]
brand-name: ಮುಂಜಾನೆ ವಾರ್ತೆ: [551, 79, 917, 153]
banner-line1: ದಾವಣಗೆರೆ ಜಿಲ್ಲಾ ವರದಿಗಾರರ ಕೂಟ: [499, 294, 732, 317]
window-light: [923, 668, 1161, 735]
story5-body: ಕನಕಪುರ: ನಗರದ ಅರ್ಬನ್ ಕೋ-ಆಪರೇಟಿವ್ ಕ್ರೆಡಿಟ್ ಸೊಸೈಟಿಯಲ್ಲಿ ಕೋಟ್ಯಾಂತರ ರೂಪಾಯಿ ದುರುಪಯೋಗ ಮಾಡಿ ಬಂಧನಕ್ಕೊಳಗಾಗಿದ್ದ ಆರೋಪಿಗಳು ಸಲ್ಲಿಸಿದ್ದ ಜಾಮೀನು ಅರ್ಜಿಯನ್ನು ಎರಡನೇ ಜಿಲ್ಲಾ ಮತ್ತು ಸತ್ರ ನ್ಯಾಯಾಲಯದ ನ್ಯಾಯಾಧೀಶ ಜೆ.ಎಸ್.ಕುಮಾರ್ ಅವರು ವಜಾ ಮಾಡಿದ್ದಾರೆ. ಕಾರಣ ನೀಡದೆ ರದ್ದುಗೊಳಿಸಿದ್ದು, ಉಳಿದ 7 ಮಂದಿ ದಿನಾಂಕವನ್ನು ಕಾಯ್ದಿರಿಸಿ, ಮೇ 23ಕ್ಕೆ ಮುಂದೂಡಿ ಆದೇಶ ಹೊರಡಿಸಿದ್ದಾರೆ. ಸೊಸೈಟಿ ಮುಖ್ಯ ವ್ಯವಸ್ಥಾಪಕ ರವೀಂದ್ರ ಹಾಗೂ: [1179, 980, 1471, 1112]
ribbon: [284, 2277, 746, 2285]
story7-col1: ಮಾಲೂರು: ಪ್ರೌಢ ಶಾಲೆಗಳಲ್ಲಿ ಕಾರ್ಯನಿರ್ವಹಿಸುತ್ತಿರುವ ಶಿಕ್ಷಕರು ಹಲವು ರೀತಿಯ ಸಮಸ್ಯೆಗಳನ್ನು ಎದುರಿಸುತ್ತಿದ್ದು ಶಿಕ್ಷಕರ ಸಮಸ್ಯೆಗಳಿಗೆ ಪರಿಹಾರ ಕಂಡುಕೊಳ್ಳಲು ನಿಟ್ಟಿನಲ್ಲಿ ಶಿಕ್ಷಣ ಕ್ಷೇತ್ರದ ಅನುಭವಿ ಬದಲಾವಣೆಗೆ ವಿಧಾನ ಪರಿಷತ್ ಆಗ್ನೇಯ ಶಿಕ್ಷಕರ ಕ್ಷೇತ್ರದ ಕಾಂಗ್ರೆಸ್ ಪಕ್ಷದಿಂದ ಸ್ಪರ್ಧಿಸಿರುವ ಡಿ.ಟಿ. ಶ್ರೀನಿವಾಸ್ ಅವರಿಗೆ ಜೂನ್ 3 ರಂದು ನಡೆಯಲಿರುವ ಚುನಾವಣೆಯಲ್ಲಿ ಪ್ರಥಮ ಪ್ರಾಶಸ್ತ್ಯ ಮತವನ್ನು ನೀಡುವುದರ ಮೂಲಕ ಬೆಂಬಲಿಸಬೇಕೆಂದು ಶಾಸಕ ಕೆ.ವೈ. ನಂಜೇಗೌಡ ಮನವಿ ಮಾಡಿದರು. ಪಟ್ಟಣದ ವೈಟ್ ಗಾರ್ಡನ್ ಬಡಾವಣೆಯ ಮಾನಸ ನರ್ಸಿಂಗ್ ಕಾಲೇಜಿನ ಸಭಾಂಗಣದಲ್ಲಿ ಆಗ್ನೇಯ ಶಿಕ್ಷಕರ ಕ್ಷೇತ್ರದಿಂದ ಸ್ಪರ್ಧಿಸಿರುವ ಡಿ.ಟಿ. ಶ್ರೀನಿವಾಸ್ ಅವರ ಪರವಾಗಿ ನಡೆದ ಮತಯಾಚನೆ ಸಭೆಯಲ್ಲಿ ಭಾಗವಹಿಸಿ ಮಾತನಾಡಿದರು. ಶಿಕ್ಷಕರು ಎದುರಿಸುತ್ತಿರುವ ಸಮಸ್ಯೆಗಳಿಗೆ ಪರಿಹಾರ ಕಂಡುಕೊಳ್ಳಲು ಹಾಗೂ ಶಿಕ್ಷಣ ಕ್ಷೇತ್ರದಲ್ಲಿ ಸುಧಾರಣೆ ತರಲು ಶಿಕ್ಷಕರ ಪರವಾಗಿ ಧ್ವನಿ ಎತ್ತುವ ಸಮರ್ಥ ಅಭ್ಯರ್ಥಿಯನ್ನು ಆಯ್ಕೆ ಮಾಡಬೇಕು. ಕಾಂಗ್ರೆಸ್ ಸರ್ಕಾರ ಶಿಕ್ಷಕರ ಹಿತ ಕಾಪಾಡಲು ಬದ್ಧವಾಗಿದೆ ಎಂದರು.: [346, 1184, 627, 1453]
story8-highlight-box: [758, 2021, 1200, 2240]
story1-col1: ದಾವಣಗೆರೆ: ದಾವಣಗೆರೆಯ ಬಾಪೂಜಿ ಇಂಜಿನಿಯರಿಂಗ್ ಮತ್ತು ತಾಂತ್ರಿಕ ಮಹಾ ವಿದ್ಯಾಲಯಕ್ಕೆ 2024–25ನೇ ಸಾಲಿನ ಶೈಕ್ಷಣಿಕ ಸಾಲಿನಿಂದ ಸ್ವಾಯತ್ತ ಸಂಸ್ಥೆಯಾಗಿ ಕಾರ್ಯ ನಿರ್ವಹಿಸಲು ವಿಶ್ವ ವಿದ್ಯಾಲಯ ಧನ ಸಹಾಯ ಆಯೋಗದ ಅನುಮತಿ ದೊರೆತಿದೆ ಎಂದು ಪ್ರಾಚಾರ್ಯ ಡಾ. ಹೆಚ್.ಬಿ. ಅರವಿಂದ್ ತಿಳಿಸಿದರು. ಸುದ್ದಿಗೋಷ್ಠಿಯಲ್ಲಿ ಈ ವಿಷಯ ತಿಳಿಸಿದ ಅವರು, ಕಳೆದ 26 ವರ್ಷಗಳಿಂದ ಬೆಳಗಾವಿಯ ವಿಶ್ವೇಶ್ವರಯ್ಯ ತಾಂತ್ರಿಕ ವಿಶ್ವವಿದ್ಯಾಲಯ ಸಂಯೋಜಿತ ಕಾಲೇಜಾಗಿ ಕಾರ್ಯ ನಿರ್ವಹಿಸುತ್ತಿತ್ತು. ಸ್ವಾಯತ್ತ ಸಂಸ್ಥೆಯಾಗಿ ಕಾರ್ಯ ನಿರ್ವಹಿಸಲು 2023ರ ಮಾ. 3 ರಂದು ಯುಜಿಸಿಗೆ ಮತ್ತು ವಿಟಿಯುಗೆ ಪ್ರಸ್ತಾವನೆ ಸಲ್ಲಿಸಲಾಗಿತ್ತು 2024ರ ಜ. 20 ರಂದು ಯುಜಿಸಿ ಸಂಸ್ಥೆ ಕಾಲೇಜಿಗೆ ಭೇಟಿ ನೀಡಿ ಎಲ್ಲ ರೀತಿಯಲ್ಲಿ ಪರಿಶೀಲಿಸಿ ಹತ್ತು ವರ್ಷಗಳವರೆಗೆ ಸ್ವಾಯತ್ತ ಸಂಸ್ಥೆಯಾಗಿ ಕಾರ್ಯ ನಿರ್ವಹಿಸಲು ಅನುಮೋದನೆ ಕೊಟ್ಟಿದೆ ಎಂದು ತಿಳಿಸಿದರು.: [47, 282, 320, 512]
story8-col3: ಹುಡುಕುವ ಕುಟುಂಬಗಳು ಮತ್ತು ಅವರಗಳಿಗೆ, ಬ್ರಾಂಡ್ ಆಧುನಿಕ ಪೋಷಕರ ಅಗತ್ಯಗಳಿಗೆ ಅನುಗುಣವಾಗಿ ತಲ್ಲೀನಗೊಳಿಸುವ ಶಾಪಿಂಗ್ ಅನುಭವವನ್ನು ಖಾತ್ರಿಗೊಳಿಸುತ್ತದೆ. ಬೆಂಗಳೂರು ಮಳಿಗೆಯ ಪ್ರಾರಂಭದ: [758, 2253, 971, 2326]
